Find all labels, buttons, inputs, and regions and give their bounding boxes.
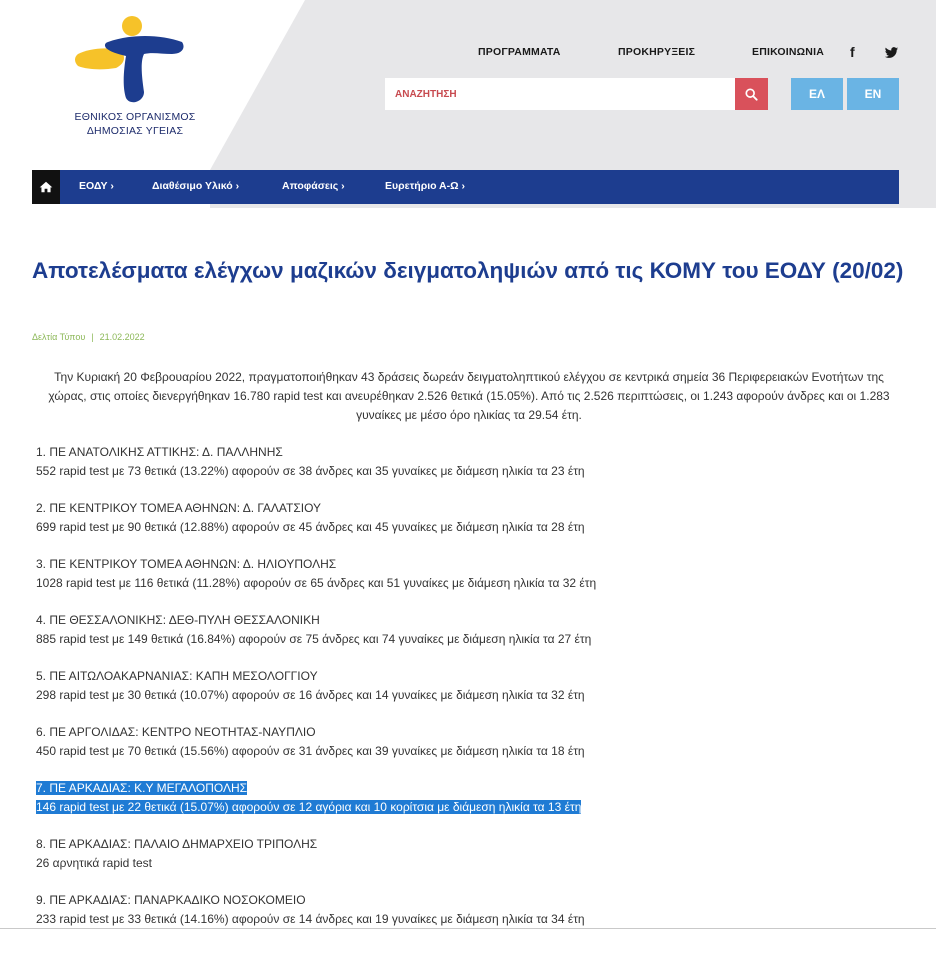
entry-heading: 6. ΠΕ ΑΡΓΟΛΙΔΑΣ: ΚΕΝΤΡΟ ΝΕΟΤΗΤΑΣ-ΝΑΥΠΛΙΟ	[36, 725, 316, 739]
search-input[interactable]	[385, 78, 735, 110]
article-title: Αποτελέσματα ελέγχων μαζικών δειγματοληψιών από τις ΚΟΜΥ του ΕΟΔΥ (20/02)	[32, 258, 904, 283]
logo-text	[60, 110, 210, 138]
nav-index[interactable]: Ευρετήριο Α-Ω ›	[385, 180, 465, 192]
search-icon	[745, 88, 758, 101]
bottom-divider	[0, 928, 936, 929]
top-nav-programs[interactable]: ΠΡΟΓΡΑΜΜΑΤΑ	[478, 46, 561, 58]
article-category-link[interactable]: Δελτία Τύπου	[32, 332, 86, 342]
logo-text-line-1: ΕΘΝΙΚΟΣ ΟΡΓΑΝΙΣΜΟΣ	[74, 111, 196, 123]
entry-detail: 1028 rapid test με 116 θετικά (11.28%) αφορούν σε 65 άνδρες και 51 γυναίκες με διάμεση ηλικία τα 32 έτη	[36, 576, 597, 590]
entry-detail: 552 rapid test με 73 θετικά (13.22%) αφορούν σε 38 άνδρες και 35 γυναίκες με διάμεση ηλικία τα 23 έτη	[36, 464, 585, 478]
entry-detail: 233 rapid test με 33 θετικά (14.16%) αφορούν σε 14 άνδρες και 19 γυναίκες με διάμεση ηλικία τα 34 έτη	[36, 912, 585, 926]
entry-heading: 9. ΠΕ ΑΡΚΑΔΙΑΣ: ΠΑΝΑΡΚΑΔΙΚΟ ΝΟΣΟΚΟΜΕΙΟ	[36, 893, 306, 907]
nav-decisions[interactable]: Αποφάσεις ›	[282, 180, 345, 192]
search-button[interactable]	[735, 78, 768, 110]
entry-detail: 26 αρνητικά rapid test	[36, 856, 153, 870]
search-box	[385, 78, 735, 110]
entry-detail: 298 rapid test με 30 θετικά (10.07%) αφορούν σε 16 άνδρες και 14 γυναίκες με διάμεση ηλικία τα 32 έτη	[36, 688, 585, 702]
highlighted-list-item[interactable]	[36, 779, 902, 817]
eody-logo[interactable]	[60, 12, 210, 152]
home-icon	[39, 181, 53, 193]
entry-detail: 885 rapid test με 149 θετικά (16.84%) αφορούν σε 75 άνδρες και 74 γυναίκες με διάμεση ηλικία τα 27 έτη	[36, 632, 592, 646]
top-nav-announcements[interactable]: ΠΡΟΚΗΡΥΞΕΙΣ	[618, 46, 696, 58]
eody-logo-icon	[60, 12, 210, 112]
article-date: 21.02.2022	[99, 332, 145, 342]
entry-detail: 450 rapid test με 70 θετικά (15.56%) αφορούν σε 31 άνδρες και 39 γυναίκες με διάμεση ηλικία τα 18 έτη	[36, 744, 585, 758]
facebook-icon[interactable]: f	[850, 44, 855, 60]
article-intro: Την Κυριακή 20 Φεβρουαρίου 2022, πραγματοποιήθηκαν 43 δράσεις δωρεάν δειγματοληπτικού ελέγχου σε κεντρικά σημεία 36 Περιφερειακών Ενοτήτων της χώρας, στις οποίες διενεργήθηκαν 16.780 rapid test και ανευρέθηκαν 2.526 θετικά (15.05%). Από τις 2.526 περιπτώσεις, οι 1.243 αφορούν άνδρες και οι 1.283 γυναίκες με μέσο όρο ηλικίας τα 29.54 έτη.	[48, 370, 890, 422]
list-item	[36, 835, 902, 873]
top-nav-contact[interactable]: ΕΠΙΚΟΙΝΩΝΙΑ	[752, 46, 824, 58]
entry-heading: 4. ΠΕ ΘΕΣΣΑΛΟΝΙΚΗΣ: ΔΕΘ-ΠΥΛΗ ΘΕΣΣΑΛΟΝΙΚΗ	[36, 613, 320, 627]
entry-heading: 1. ΠΕ ΑΝΑΤΟΛΙΚΗΣ ΑΤΤΙΚΗΣ: Δ. ΠΑΛΛΗΝΗΣ	[36, 445, 283, 459]
logo-text-line-2: ΔΗΜΟΣΙΑΣ ΥΓΕΙΑΣ	[86, 125, 184, 137]
home-button[interactable]	[32, 170, 60, 204]
language-el-button[interactable]: ΕΛ	[791, 78, 843, 110]
list-item	[36, 667, 902, 705]
entry-detail-selected[interactable]: 146 rapid test με 22 θετικά (15.07%) αφορούν σε 12 αγόρια και 10 κορίτσια με διάμεση ηλικία τα 13 έτη	[36, 800, 582, 814]
list-item	[36, 611, 902, 649]
main-navigation	[32, 170, 899, 204]
entry-heading: 8. ΠΕ ΑΡΚΑΔΙΑΣ: ΠΑΛΑΙΟ ΔΗΜΑΡΧΕΙΟ ΤΡΙΠΟΛΗΣ	[36, 837, 318, 851]
entry-heading: 5. ΠΕ ΑΙΤΩΛΟΑΚΑΡΝΑΝΙΑΣ: ΚΑΠΗ ΜΕΣΟΛΟΓΓΙΟΥ	[36, 669, 318, 683]
list-item	[36, 555, 902, 593]
article-meta	[32, 332, 145, 342]
list-item	[36, 723, 902, 761]
entry-heading: 3. ΠΕ ΚΕΝΤΡΙΚΟΥ ΤΟΜΕΑ ΑΘΗΝΩΝ: Δ. ΗΛΙΟΥΠΟΛΗΣ	[36, 557, 337, 571]
meta-separator: |	[91, 332, 94, 342]
list-item	[36, 499, 902, 537]
entry-heading: 2. ΠΕ ΚΕΝΤΡΙΚΟΥ ΤΟΜΕΑ ΑΘΗΝΩΝ: Δ. ΓΑΛΑΤΣΙΟΥ	[36, 501, 322, 515]
list-item	[36, 891, 902, 929]
nav-available-material[interactable]: Διαθέσιμο Υλικό ›	[152, 180, 240, 192]
entry-heading-selected[interactable]: 7. ΠΕ ΑΡΚΑΔΙΑΣ: Κ.Υ ΜΕΓΑΛΟΠΟΛΗΣ	[36, 781, 248, 795]
twitter-bird-icon[interactable]	[884, 46, 899, 62]
language-en-button[interactable]: EN	[847, 78, 899, 110]
list-item	[36, 443, 902, 481]
article-body	[36, 368, 902, 947]
entry-detail: 699 rapid test με 90 θετικά (12.88%) αφορούν σε 45 άνδρες και 45 γυναίκες με διάμεση ηλικία τα 28 έτη	[36, 520, 585, 534]
nav-eody[interactable]: ΕΟΔΥ ›	[79, 180, 114, 192]
site-header	[0, 0, 936, 208]
